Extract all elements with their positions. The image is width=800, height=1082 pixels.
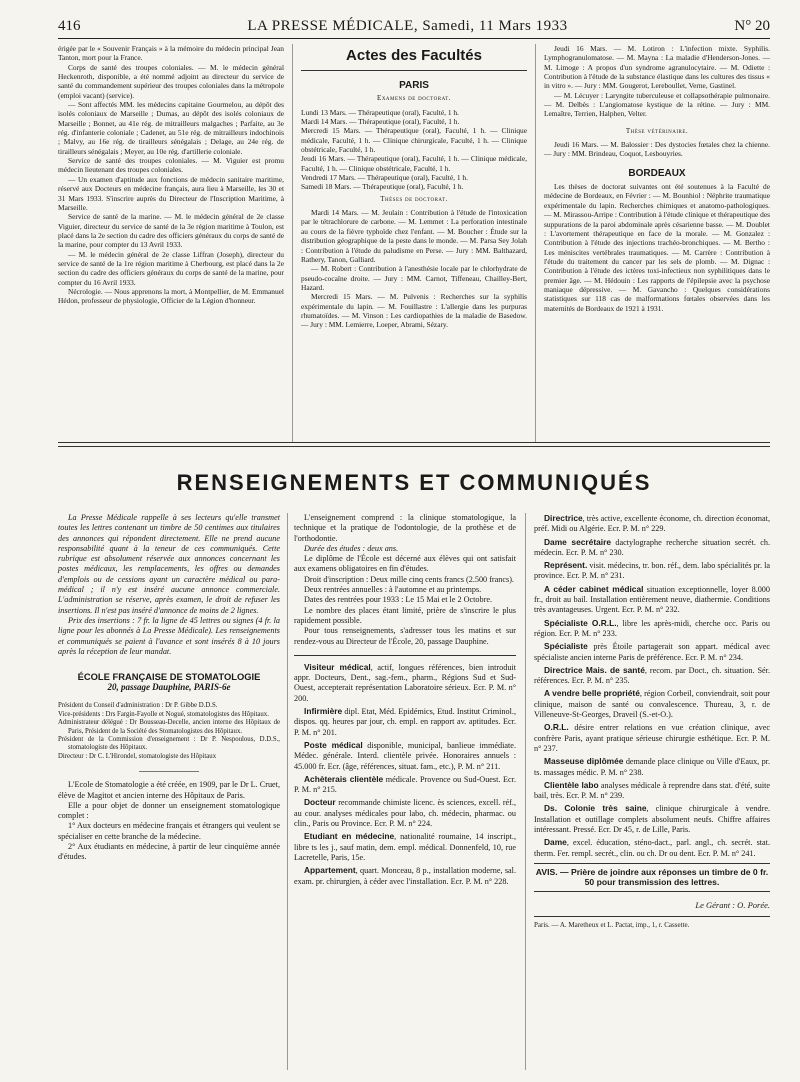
ad-text: , quart. Monceau, 8 p., installation moderne, sal. exam. pr. chirurgien, à céder avec l'installation. Ecr. P. M. n° 228. <box>294 866 516 886</box>
ad-text: , actif, longues références, bien introduit appr. Docteurs, Dent., sag.-fem., pharm., Régions Sud et Sud-Ouest, accepterait représentation Laboratoire sérieux. Ecr. P. M. n° 200. <box>294 662 516 703</box>
ad-text: , excel. éducation, sténo-dact., parl. angl., ch. secrét. stat. therm. Fer. rempl. secrét., clin. ou ch. Dr ou dent. Ecr. P. M. n° 241. <box>534 838 770 858</box>
prices-text: Prix des insertions : 7 fr. la ligne de 45 lettres ou signes (4 fr. la ligne pour les abonnés à La Presse Médicale). Les renseignements et communiqués se paient à l'avance et sont insérés 8 à 10 jours après la réception de leur mandat. <box>58 615 280 656</box>
vet-heading: Thèse vétérinaire. <box>625 126 689 135</box>
paragraph-corps-sante: Corps de santé des troupes coloniales. — M. le médecin général Heckenroth, disponible, a été nommé adjoint au directeur du service de santé du commandement supérieur des troupes coloniales dans la métropole (emploi vacant) (service). <box>58 62 284 100</box>
school-goal-1: 1° Aux docteurs en médecine français et étrangers qui veulent se spécialiser en cette branche de la médecine. <box>58 821 280 841</box>
ad-text: médicale. Provence ou Sud-Ouest. Ecr. P. M. n° 215. <box>294 774 516 795</box>
ad-heading: Appartement <box>304 865 356 876</box>
school-goal: Elle a pour objet de donner un enseignement stomatologique complet : <box>58 800 280 821</box>
short-rule <box>139 771 199 772</box>
school-contact: Pour tous renseignements, s'adresser tous les matins et sur rendez-vous au Directeur de l'École, 20, passage Dauphine. <box>294 626 516 646</box>
notice-text: La Presse Médicale rappelle à ses lecteurs qu'elle transmet toutes les lettres contenant un timbre de 50 centimes aux titulaires des annonces qui répondent directement. Elle ne prend aucune responsabilité quant à la teneur de ces communiqués. Cette rubrique est absolument réservée aux annonces concernant les postes médicaux, les remplacements, les offres ou demandes d'emplois ou de cessions ayant un caractère médical ou para-médical ; il n'y est inséré aucune annonce commerciale. L'administration se réserve, après examen, le droit de refuser les insertions. Il n'est pas inséré d'annonce de moins de 2 lignes. <box>58 513 280 615</box>
ad-text: désire entrer relations en vue création clinique, avec confrère Paris, ayant pratique sérieuse chirurgie esthétique. Ecr. P. M. n° 237. <box>534 723 770 753</box>
ad-text: , recom. par Doct., ch. situation. Sér. références. Ecr. P. M. n° 235. <box>534 665 771 686</box>
issue-number: N° 20 <box>734 18 770 34</box>
ad-text: demande place clinique ou Ville d'Eaux, pr. ts. massages médic. P. M. n° 238. <box>534 757 770 777</box>
classifieds-section <box>58 513 770 1070</box>
ad-heading: A vendre belle propriété <box>544 688 640 699</box>
ad-heading: Masseuse diplômée <box>544 756 624 767</box>
column-school-ads <box>294 513 516 889</box>
ad-heading: Ds. Colonie très saine <box>544 803 647 814</box>
paragraph-necrologie: Nécrologie. — Nous apprenons la mort, à Montpellier, de M. Emmanuel Hédon, professeur de physiologie, Officier de la Légion d'honneur. <box>58 286 284 306</box>
school-goal-2: 2° Aux étudiants en médecine, à partir de leur cinquième année d'études. <box>58 842 280 862</box>
ad-text: , très active, excellente économe, ch. direction économat, préf. Midi ou Algérie. Ecr. P. M. n° 229. <box>534 514 770 534</box>
school-history: L'Ecole de Stomatologie a été créée, en 1909, par le Dr L. Cruet, élève de Magitot et ancien interne des Hôpitaux de Paris. <box>58 780 280 800</box>
ad-text: analyses médicale à reprendre dans stat. d'été, suite bail, très. Ecr. P. M. n° 239. <box>534 780 770 801</box>
page-number: 416 <box>58 18 81 34</box>
ads-list <box>294 662 516 887</box>
column-rule <box>287 513 288 1070</box>
classified-ad <box>534 756 770 778</box>
bordeaux-text: Les thèses de doctorat suivantes ont été soutenues à la Faculté de médecine de Bordeaux, en Février : — M. Bounhiol : Néphrite traumatique expérimentale du lapin. Recherches chimiques et anatomo-pathologiques. — M. Mirassou-Arripe : Contribution à l'étude clinique et thérapeutique des suppurations de la paroi abdominale après césarienne basse. — M. Doublet : L'avortement thérapeutique en face de la morale. — M. Gonzalez : Contribution à l'étude des injections trachéo-bronchiques. — M. Bertho : Les méniscites vertébrales traumatiques. — M. Carrère : Contribution à l'étude du traitement du cancer par les sels de plomb. — M. Dignac : Contribution à l'étude des ictères toxi-infectieux non syphilitiques dans le premier âge. — M. Hédouin : Les rapports de l'épilepsie avec la psychose maniaque dépressive. — M. Gavancho : Quelques considérations statistiques sur 118 cas de malformations fœtales observées dans les maternités de Bordeaux de 1921 à 1931. <box>544 182 770 313</box>
column-actes <box>301 44 527 330</box>
column-news <box>58 44 284 306</box>
exam-item: Samedi 18 Mars. — Thérapeutique (oral), Faculté, 1 h. <box>301 182 464 192</box>
paragraph-service-coloniales: Service de santé des troupes coloniales. — M. Viguier est promu médecin lieutenant des troupes coloniales. <box>58 156 284 175</box>
column-ads <box>534 513 770 931</box>
paragraph: érigée par le « Souvenir Français » à la mémoire du médecin principal Jean Tanton, mort pour la France. <box>58 44 284 63</box>
ad-heading: O.R.L. <box>544 722 569 733</box>
exam-item: Lundi 13 Mars. — Thérapeutique (oral), Faculté, 1 h. <box>301 107 459 117</box>
ad-heading: Dame <box>544 837 567 848</box>
staff-line: Président du Conseil d'administration : Dr P. Gibbe D.D.S. <box>58 702 218 710</box>
exam-item: Jeudi 16 Mars. — Thérapeutique (oral), Faculté, 1 h. — Clinique médicale, Faculté, 1 h. — Clinique obstétricale, Faculté, 1 h. <box>301 154 527 173</box>
vet-item: Jeudi 16 Mars. — M. Balossier : Des dystocies fœtales chez la chienne. — Jury : MM. Brindeau, Coquot, Lesbouyries. <box>544 140 770 159</box>
top-section <box>58 44 770 442</box>
school-title: ÉCOLE FRANÇAISE DE STOMATOLOGIE <box>77 671 261 683</box>
exam-heading: Examens de doctorat. <box>377 94 451 103</box>
classified-ad <box>294 706 516 738</box>
thesis-item: Mercredi 15 Mars. — M. Pulvenis : Recherches sur la syphilis expérimentale du lapin. — M. Fouillastre : L'allergie dans les purpuras rhumatoïdes. — M. Vinson : Les cardiopathies de la maladie de Basedow. — Jury : MM. Lemierre, Loeper, Abrami, Sézary. <box>301 292 527 330</box>
exam-item: Vendredi 17 Mars. — Thérapeutique (oral), Faculté, 1 h. <box>301 173 468 183</box>
classified-ad <box>294 774 516 796</box>
column-notice <box>58 513 280 863</box>
classified-ad <box>534 803 770 835</box>
classified-ad <box>534 780 770 802</box>
ad-heading: Directrice Mais. de santé <box>544 664 645 675</box>
journal-title: LA PRESSE MÉDICALE, Samedi, 11 Mars 1933 <box>247 18 568 34</box>
printer-line: Paris. — A. Maretheux et L. Pactat, imp., 1, r. Cassette. <box>534 916 770 930</box>
ad-heading: Etudiant en médecine <box>304 831 395 842</box>
ad-text: près Étoile partagerait son appart. médical avec spécialiste ancien interne Paris de préférence. Ecr. P. M. n° 234. <box>534 642 770 662</box>
thesis-item: Mardi 14 Mars. — M. Jeulain : Contribution à l'étude de l'intoxication par le tétrachlorure de carbone. — M. Lemmet : La perforation intestinale au cours de la fièvre typhoïde chez l'enfant. — M. Boucher : Étude sur la distribution géographique de la peste dans le monde. — M. Parsa Sey Jolah : Contribution à l'étude du paludisme en Perse. — Jury : MM. Balthazard, Rathery, Tanon, Galliard. <box>301 208 527 264</box>
school-duration: Durée des études : deux ans. <box>304 543 399 553</box>
thesis-item: — M. Robert : Contribution à l'anesthésie locale par le chlorhydrate de pseudo-cocaïne droite. — Jury : MM. Carnot, Tiffeneau, Chailley-Bert, Hazard. <box>301 264 527 292</box>
staff-line: Vice-présidents : Drs Fargin-Fayolle et Nogué, stomatologistes des Hôpitaux. <box>58 710 269 718</box>
school-teaching: L'enseignement comprend : la clinique stomatologique, la technique et la pratique de l'odontologie, de la prothèse et de l'orthodontie. <box>294 513 516 543</box>
rule <box>294 655 516 656</box>
column-rule <box>525 513 526 1070</box>
classified-ad <box>534 513 770 535</box>
ad-text: , région Corbeil, conviendrait, soit pour clinique, maison de santé ou convalescence. Thureau, 3, r. de Villeneuve-St-Georges, Draveil (S.-et-O.). <box>534 689 770 720</box>
column-rule <box>535 44 536 442</box>
section-title: RENSEIGNEMENTS ET COMMUNIQUÉS <box>176 470 652 495</box>
ad-text: , libre les après-midi, cherche occ. Paris ou région. Ecr. P. M. n° 233. <box>534 618 770 638</box>
thesis-item: — M. Lécuyer : Laryngite tuberculeuse et collapsothérapie pulmonaire. — M. Delbès : L'angiomatose kystique de la rétine. — Jury : MM. Lemaître, Terrien, Halphen, Velter. <box>544 90 770 119</box>
avis-box: AVIS. — Prière de joindre aux réponses un timbre de 0 fr. 50 pour transmission des lettres. <box>534 863 770 892</box>
classified-ad <box>534 618 770 640</box>
ad-heading: Spécialiste O.R.L. <box>544 617 617 628</box>
school-diploma: Le diplôme de l'École est décerné aux élèves qui ont satisfait aux examens obligatoires en fin d'études. <box>294 554 516 574</box>
paragraph: — Un examen d'aptitude aux fonctions de médecin sanitaire maritime, réservé aux Docteurs en médecine français, aura lieu à Marseille, les 30 et 31 Mars 1933. S'inscrire auprès du Directeur de l'Inscription Maritime, à Marseille. <box>58 174 284 212</box>
ad-heading: Directrice <box>544 513 583 523</box>
staff-line: Président de la Commission d'enseignement : Dr P. Nespoulous, D.D.S., stomatologiste des Hôpitaux. <box>58 736 280 752</box>
classified-ad <box>294 797 516 829</box>
newspaper-page <box>58 18 770 1070</box>
staff-line: Administrateur délégué : Dr Bousseau-Decelle, ancien interne des Hôpitaux de Paris, Président de la Société des Stomatologistes des Hôpitaux. <box>58 719 280 735</box>
ad-text: , clinique chirurgicale à vendre. Installation et outillage complets absolument neufs. Chiffre affaires intéressant. Pressé. Ecr. Dr 45, r. de Lille, Paris. <box>534 804 771 835</box>
section-divider <box>58 442 770 447</box>
paragraph: — M. le médecin général de 2e classe Liffran (Joseph), directeur du service de santé de la 1re région maritime à Cherbourg, est placé dans la 2e section du cadre des officiers généraux du corps de santé de la marine, pour compter du 16 Avril 1933. <box>58 249 284 287</box>
ad-heading: Visiteur médical <box>304 661 371 672</box>
ad-heading: Achèterais clientèle <box>304 773 384 784</box>
gerant-line: Le Gérant : O. Porée. <box>695 899 770 910</box>
page-header <box>58 18 770 39</box>
column-theses <box>544 44 770 313</box>
classified-ad <box>534 665 770 687</box>
classified-ad <box>534 584 770 616</box>
school-dates: Dates des rentrées pour 1933 : Le 15 Mai et le 2 Octobre. <box>304 595 493 605</box>
classified-ad <box>294 740 516 772</box>
ad-text: , nationalité roumaine, 14 inscript., libre ts les j., sauf matin, dem. empl. médical. Donnenfeld, 10, rue Lacretelle, Paris, 15e. <box>294 832 516 862</box>
thesis-heading: Thèses de doctorat. <box>380 194 448 203</box>
bordeaux-heading: BORDEAUX <box>628 167 686 179</box>
classified-ad <box>294 662 516 704</box>
classified-ad <box>534 641 770 663</box>
exam-item: Mercredi 15 Mars. — Thérapeutique (oral), Faculté, 1 h. — Clinique médicale, Faculté, 1 h. — Clinique chirurgicale, Faculté, 1 h. — Clinique obstétricale, Faculté, 1 h. <box>301 126 527 155</box>
ad-text: recommande chimiste licenc. ès sciences, excell. réf., au cour. analyses médicales pour labo, ch. médecin, pharmac. ou clin., Paris ou Province. Ecr. P. M. n° 224. <box>294 798 516 829</box>
paragraph-service-marine: Service de santé de la marine. — M. le médecin général de 2e classe Viguier, directeur du service de santé de la 3e région maritime à Toulon, est placé dans la 2e section du cadre des officiers généraux du corps de santé de la marine, pour compter du 13 Avril 1933. <box>58 212 284 250</box>
ads-list <box>534 513 770 859</box>
classified-ad <box>534 688 770 720</box>
classified-ad <box>534 560 770 582</box>
school-fee: Droit d'inscription : Deux mille cinq cents francs (2.500 francs). <box>304 574 514 584</box>
exam-item: Mardi 14 Mars. — Thérapeutique (oral), Faculté, 1 h. <box>301 117 460 127</box>
school-address: 20, passage Dauphine, PARIS-6e <box>107 682 231 693</box>
school-terms: Deux rentrées annuelles : à l'automne et au printemps. <box>304 585 482 595</box>
ad-heading: A céder cabinet médical <box>544 583 644 594</box>
thesis-item: Jeudi 16 Mars. — M. Lotiron : L'infection mixte. Syphilis. Lymphogranulomatose. — M. Mayna : La maladie d'Henderson-Jones. — M. Limoge : A propos d'un syndrome agranulocytaire. — M. Odiette : Contribution à l'étude de la substance élastique dans les cultures des tissus « in vitro ». — Jury : MM. Gougerot, Lereboullet, Verne, Gastinel. <box>544 44 770 91</box>
ad-text: situation exceptionnelle, loyer 8.000 fr., droit au bail. Installation entièrement neuve, diathermie. Conditions très avantageuses. Urgent. Ecr. P. M. n° 232. <box>534 584 770 615</box>
ad-heading: Docteur <box>304 797 336 808</box>
ad-text: dactylographe recherche situation secrét. ch. médecin. Ecr. P. M. n° 230. <box>534 537 771 557</box>
ad-heading: Poste médical <box>304 739 363 750</box>
ad-heading: Infirmière <box>304 706 343 717</box>
actes-title: Actes des Facultés <box>301 46 527 71</box>
column-rule <box>292 44 293 442</box>
classified-ad <box>534 537 770 559</box>
ad-text: visit. médecins, tr. bon. réf., dem. labo spécialités pr. la province. Ecr. P. M. n° 231. <box>534 561 770 581</box>
classified-ad <box>294 865 516 887</box>
ad-heading: Dame secrétaire <box>544 536 612 547</box>
school-limited: Le nombre des places étant limité, prière de s'inscrire le plus rapidement possible. <box>294 605 516 625</box>
ad-text: dipl. Etat, Méd. Epidémics, Etud. Institut Criminol., dispos. qq. heures par jour, ch. empl. en rapport av. aptitudes. Ecr. P. M. n° 201. <box>294 707 516 737</box>
classified-ad <box>534 837 770 859</box>
paragraph: — Sont affectés MM. les médecins capitaine Gourmelou, au dépôt des isolés coloniaux de Marseille ; Dumas, au dépôt des isolés coloniaux de Marseille ; Bonnet, au 41e rég. de mitrailleurs malgaches ; Parfaite, au 3e rég. d'infanterie coloniale ; Cadenet, au 51e rég. de mitrailleurs indochinois ; Malvy, au 16e rég. de tirailleurs sénégalais ; Delage, au 24e rég. de tirailleurs sénégalais ; Meyer, au 10e rég. d'artillerie coloniale. <box>58 100 284 156</box>
classified-ad <box>534 722 770 754</box>
ad-text: disponible, municipal, banlieue immédiate. Médec. générale. Interd. clientèle privée. Honoraires annuels : 45.000 fr. Ecr. (âge, références, situat. fam., etc.), P. M. n° 211. <box>294 740 516 771</box>
city-heading: PARIS <box>399 80 429 91</box>
staff-line: Directeur : Dr C. L'Hirondel, stomatologiste des Hôpitaux <box>58 752 217 760</box>
classified-ad <box>294 831 516 863</box>
ad-heading: Représent. <box>544 560 588 571</box>
ad-heading: Clientèle labo <box>544 779 599 790</box>
ad-heading: Spécialiste <box>544 641 588 652</box>
